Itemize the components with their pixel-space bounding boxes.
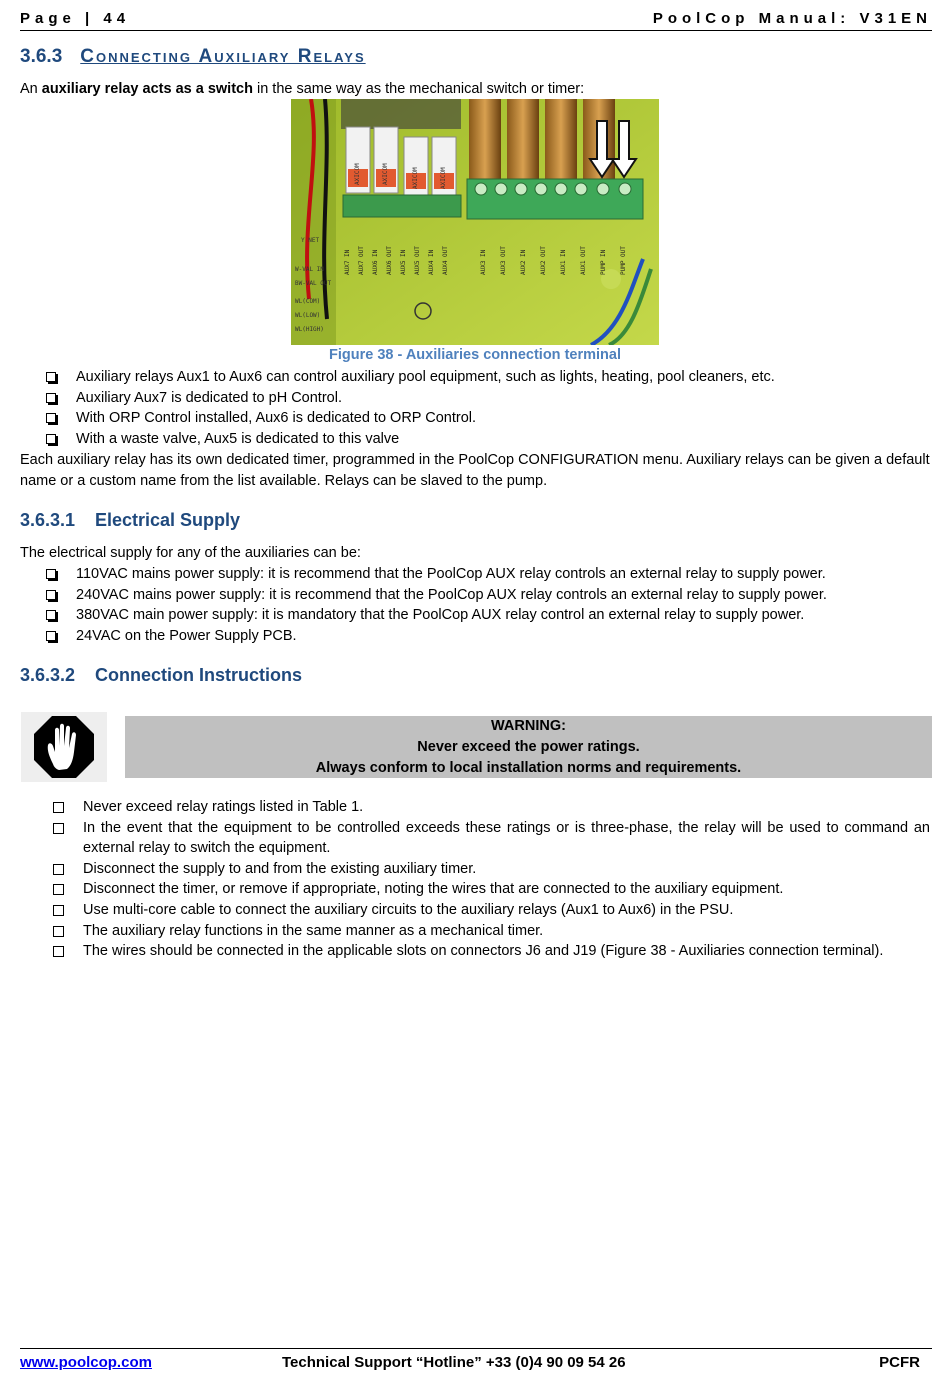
label-aux7-in: AUX7 IN: [344, 249, 351, 275]
list-item: 240VAC mains power supply: it is recommend that the PoolCop AUX relay controls an external relay to supply power.: [44, 585, 827, 606]
supply-intro: The electrical supply for any of the auxiliaries can be:: [20, 545, 361, 561]
section-heading: [20, 46, 366, 68]
warning-title: WARNING:: [491, 718, 566, 734]
list-item: With ORP Control installed, Aux6 is dedicated to ORP Control.: [44, 408, 775, 429]
page-number: Page | 44: [20, 10, 131, 27]
label-aux5-in: AUX5 IN: [400, 249, 407, 275]
label-wl-high: WL(HIGH): [295, 326, 324, 333]
section-title: Connecting Auxiliary Relays: [80, 46, 366, 67]
list-item: Auxiliary Aux7 is dedicated to pH Control.: [44, 388, 775, 409]
checkbox-bullet-icon: [46, 610, 56, 620]
label-aux6-out: AUX6 OUT: [386, 246, 393, 275]
label-wl-low: WL(LOW): [295, 312, 321, 319]
document-code: PCFR: [879, 1354, 920, 1371]
instruction-list: [51, 797, 930, 962]
label-aux7-out: AUX7 OUT: [358, 246, 365, 275]
list-item: 24VAC on the Power Supply PCB.: [44, 626, 827, 647]
section-number: 3.6.3: [20, 46, 63, 67]
label-aux2-in: AUX2 IN: [520, 249, 527, 275]
list-item: The wires should be connected in the applicable slots on connectors J6 and J19 (Figure 38 - Auxiliaries connection terminal).: [51, 941, 930, 962]
supply-bullets: [44, 564, 827, 647]
list-item: The auxiliary relay functions in the same manner as a mechanical timer.: [51, 921, 930, 942]
label-pump-in: PUMP IN: [600, 249, 607, 275]
list-item: 110VAC mains power supply: it is recommend that the PoolCop AUX relay controls an external relay to supply power.: [44, 564, 827, 585]
list-item: Auxiliary relays Aux1 to Aux6 can control auxiliary pool equipment, such as lights, heating, pool cleaners, etc.: [44, 367, 775, 388]
label-y-net: Y NET: [301, 237, 320, 244]
list-item: With a waste valve, Aux5 is dedicated to this valve: [44, 429, 775, 450]
list-item: Disconnect the supply to and from the existing auxiliary timer.: [51, 859, 930, 880]
page-header: [20, 10, 932, 31]
intro-prefix: An: [20, 81, 42, 97]
manual-title: PoolCop Manual: V31EN: [652, 10, 932, 27]
label-aux6-in: AUX6 IN: [372, 249, 379, 275]
label-aux2-out: AUX2 OUT: [540, 246, 547, 275]
intro-paragraph: [20, 79, 584, 100]
list-item: 380VAC main power supply: it is mandatory that the PoolCop AUX relay control an external relay to supply power.: [44, 605, 827, 626]
label-aux3-in: AUX3 IN: [480, 249, 487, 275]
checkbox-bullet-icon: [46, 372, 56, 382]
subsection-title: Electrical Supply: [95, 510, 241, 530]
checkbox-bullet-icon: [46, 569, 56, 579]
subsection-heading-connection: [20, 665, 302, 686]
checkbox-bullet-icon: [53, 802, 64, 813]
relay-brand-1: AXICOM: [354, 163, 361, 185]
checkbox-bullet-icon: [53, 864, 64, 875]
label-aux1-in: AUX1 IN: [560, 249, 567, 275]
relay-brand-2: AXICOM: [382, 163, 389, 185]
relay-brand-4: AXICOM: [440, 167, 447, 189]
checkbox-bullet-icon: [53, 905, 64, 916]
stop-hand-icon: [21, 712, 107, 782]
label-aux1-out: AUX1 OUT: [580, 246, 587, 275]
website-link[interactable]: www.poolcop.com: [20, 1354, 152, 1371]
checkbox-bullet-icon: [46, 413, 56, 423]
label-bwval-out: BW-VAL OUT: [295, 280, 332, 287]
relay-brand-3: AXICOM: [412, 167, 419, 189]
relay-timer-paragraph: Each auxiliary relay has its own dedicated timer, programmed in the PoolCop CONFIGURATION menu. Auxiliary relays can be given a default name or a custom name from the list available. Relays can be slaved to the pump.: [20, 452, 930, 489]
list-item: Disconnect the timer, or remove if appropriate, noting the wires that are connected to the auxiliary equipment.: [51, 879, 930, 900]
support-hotline: Technical Support “Hotline” +33 (0)4 90 09 54 26: [282, 1354, 626, 1371]
pcb-photo: [291, 99, 659, 345]
aux-bullets: [44, 367, 775, 450]
checkbox-bullet-icon: [53, 884, 64, 895]
warning-box: [125, 716, 932, 778]
label-aux3-out: AUX3 OUT: [500, 246, 507, 275]
subsection-title: Connection Instructions: [95, 665, 302, 685]
checkbox-bullet-icon: [46, 393, 56, 403]
list-item: Use multi-core cable to connect the auxiliary circuits to the auxiliary relays (Aux1 to Aux6) in the PSU.: [51, 900, 930, 921]
intro-bold: auxiliary relay acts as a switch: [41, 81, 253, 97]
list-item: Never exceed relay ratings listed in Table 1.: [51, 797, 930, 818]
list-item: In the event that the equipment to be controlled exceeds these ratings or is three-phase, the relay will be used to command an external relay to switch the equipment.: [51, 818, 930, 859]
checkbox-bullet-icon: [46, 590, 56, 600]
checkbox-bullet-icon: [46, 434, 56, 444]
label-aux5-out: AUX5 OUT: [414, 246, 421, 275]
page-footer: [20, 1348, 932, 1377]
checkbox-bullet-icon: [53, 926, 64, 937]
checkbox-bullet-icon: [53, 946, 64, 957]
warning-line: Always conform to local installation norms and requirements.: [315, 760, 742, 776]
subsection-heading-electrical: [20, 510, 240, 531]
label-aux4-in: AUX4 IN: [428, 249, 435, 275]
subsection-number: 3.6.3.2: [20, 665, 76, 685]
label-pump-out: PUMP OUT: [620, 246, 627, 275]
label-wval-in: W-VAL IN: [295, 266, 324, 273]
label-wl-com: WL(COM): [295, 298, 321, 305]
intro-suffix: in the same way as the mechanical switch or timer:: [252, 81, 585, 97]
warning-line: Never exceed the power ratings.: [417, 739, 640, 755]
subsection-number: 3.6.3.1: [20, 510, 76, 530]
checkbox-bullet-icon: [53, 823, 64, 834]
checkbox-bullet-icon: [46, 631, 56, 641]
figure-caption: Figure 38 - Auxiliaries connection terminal: [329, 347, 621, 363]
label-aux4-out: AUX4 OUT: [442, 246, 449, 275]
